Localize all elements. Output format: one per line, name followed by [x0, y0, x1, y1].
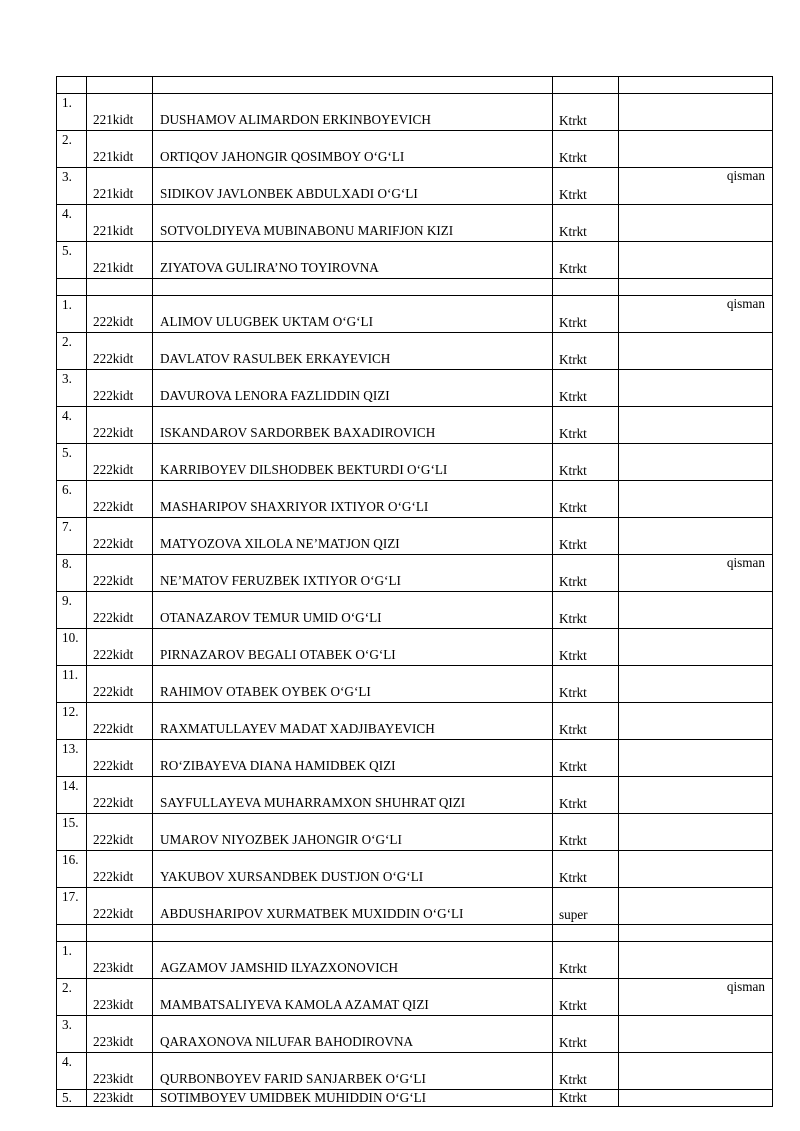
status-note-cell [619, 296, 773, 333]
student-name: ORTIQOV JAHONGIR QOSIMBOY O‘G‘LI [160, 149, 405, 164]
group-code-cell [87, 1053, 153, 1090]
student-name: MASHARIPOV SHAXRIYOR IXTIYOR O‘G‘LI [160, 499, 429, 514]
contract-type: Ktrkt [559, 224, 587, 239]
table-row [57, 407, 773, 444]
student-name: DAVUROVA LENORA FAZLIDDIN QIZI [160, 388, 390, 403]
student-name: ISKANDAROV SARDORBEK BAXADIROVICH [160, 425, 436, 440]
status-note-cell [619, 555, 773, 592]
student-name-cell [153, 518, 553, 555]
empty-cell [57, 279, 87, 296]
contract-type-cell [553, 666, 619, 703]
group-code-cell [87, 94, 153, 131]
row-number: 1. [62, 95, 72, 110]
row-number-cell [57, 242, 87, 279]
status-note-cell [619, 629, 773, 666]
row-number-cell [57, 481, 87, 518]
row-number: 5. [62, 243, 72, 258]
contract-type: Ktrkt [559, 113, 587, 128]
row-number-cell [57, 814, 87, 851]
contract-type: Ktrkt [559, 187, 587, 202]
contract-type: Ktrkt [559, 261, 587, 276]
group-code: 221kidt [93, 149, 134, 164]
row-number: 12. [62, 704, 79, 719]
group-code: 222kidt [93, 647, 134, 662]
table-row [57, 555, 773, 592]
student-name-cell [153, 979, 553, 1016]
status-note-cell [619, 703, 773, 740]
contract-type-cell [553, 370, 619, 407]
row-number-cell [57, 851, 87, 888]
status-note-cell [619, 518, 773, 555]
table-row [57, 666, 773, 703]
student-name-cell [153, 168, 553, 205]
table-row [57, 481, 773, 518]
contract-type-cell [553, 814, 619, 851]
row-number-cell [57, 370, 87, 407]
row-number: 5. [62, 1090, 72, 1105]
row-number: 4. [62, 206, 72, 221]
row-number-cell [57, 979, 87, 1016]
status-note-cell [619, 740, 773, 777]
contract-type: Ktrkt [559, 685, 587, 700]
status-note: qisman [726, 296, 765, 311]
group-code: 222kidt [93, 869, 134, 884]
status-note: qisman [726, 979, 765, 994]
empty-cell [553, 279, 619, 296]
student-name: MATYOZOVA XILOLA NE’MATJON QIZI [160, 536, 400, 551]
row-number-cell [57, 444, 87, 481]
student-name: OTANAZAROV TEMUR UMID O‘G‘LI [160, 610, 382, 625]
group-code-cell [87, 592, 153, 629]
student-name: KARRIBOYEV DILSHODBEK BEKTURDI O‘G‘LI [160, 462, 448, 477]
group-code: 223kidt [93, 997, 134, 1012]
group-code: 222kidt [93, 684, 134, 699]
student-name: SIDIKOV JAVLONBEK ABDULXADI O‘G‘LI [160, 186, 418, 201]
student-name-cell [153, 296, 553, 333]
row-number-cell [57, 942, 87, 979]
status-note-cell [619, 1090, 773, 1107]
student-name: QURBONBOYEV FARID SANJARBEK O‘G‘LI [160, 1071, 426, 1086]
row-number-cell [57, 333, 87, 370]
contract-type-cell [553, 629, 619, 666]
contract-type-cell [553, 333, 619, 370]
group-code-cell [87, 1090, 153, 1107]
contract-type: Ktrkt [559, 1072, 587, 1087]
student-name: RAHIMOV OTABEK OYBEK O‘G‘LI [160, 684, 371, 699]
contract-type: Ktrkt [559, 722, 587, 737]
group-code-cell [87, 296, 153, 333]
status-note-cell [619, 205, 773, 242]
contract-type-cell [553, 592, 619, 629]
student-name: SOTVOLDIYEVA MUBINABONU MARIFJON KIZI [160, 223, 454, 238]
contract-type-cell [553, 94, 619, 131]
row-number: 15. [62, 815, 79, 830]
student-name-cell [153, 205, 553, 242]
student-name: QARAXONOVA NILUFAR BAHODIROVNA [160, 1034, 414, 1049]
group-code: 221kidt [93, 223, 134, 238]
table-row [57, 740, 773, 777]
row-number: 11. [62, 667, 78, 682]
table-row [57, 1016, 773, 1053]
table-row [57, 518, 773, 555]
empty-cell [57, 77, 87, 94]
student-name-cell [153, 777, 553, 814]
contract-type-cell [553, 555, 619, 592]
row-number: 2. [62, 132, 72, 147]
spacer-row [57, 925, 773, 942]
student-name-cell [153, 1053, 553, 1090]
status-note-cell [619, 131, 773, 168]
contract-type-cell [553, 942, 619, 979]
empty-cell [153, 77, 553, 94]
row-number: 3. [62, 1017, 72, 1032]
row-number: 4. [62, 1054, 72, 1069]
student-name-cell [153, 333, 553, 370]
spacer-row [57, 279, 773, 296]
contract-type: Ktrkt [559, 150, 587, 165]
row-number-cell [57, 703, 87, 740]
student-name: RO‘ZIBAYEVA DIANA HAMIDBEK QIZI [160, 758, 396, 773]
group-code: 222kidt [93, 425, 134, 440]
contract-type: Ktrkt [559, 315, 587, 330]
row-number-cell [57, 205, 87, 242]
contract-type: Ktrkt [559, 500, 587, 515]
row-number: 3. [62, 169, 72, 184]
row-number: 9. [62, 593, 72, 608]
group-code: 222kidt [93, 536, 134, 551]
student-name: DAVLATOV RASULBEK ERKAYEVICH [160, 351, 391, 366]
status-note-cell [619, 370, 773, 407]
table-row [57, 1053, 773, 1090]
group-code: 223kidt [93, 1071, 134, 1086]
group-code: 222kidt [93, 314, 134, 329]
status-note: qisman [726, 555, 765, 570]
contract-type-cell [553, 242, 619, 279]
row-number-cell [57, 1016, 87, 1053]
table-row [57, 814, 773, 851]
group-code: 221kidt [93, 260, 134, 275]
contract-type-cell [553, 1016, 619, 1053]
student-name-cell [153, 1016, 553, 1053]
student-name: AGZAMOV JAMSHID ILYAZXONOVICH [160, 960, 399, 975]
group-code: 223kidt [93, 1034, 134, 1049]
group-code-cell [87, 407, 153, 444]
row-number-cell [57, 592, 87, 629]
group-code-cell [87, 888, 153, 925]
contract-type-cell [553, 131, 619, 168]
row-number: 6. [62, 482, 72, 497]
student-name: PIRNAZAROV BEGALI OTABEK O‘G‘LI [160, 647, 396, 662]
student-name: RAXMATULLAYEV MADAT XADJIBAYEVICH [160, 721, 435, 736]
table-row [57, 296, 773, 333]
group-code-cell [87, 1016, 153, 1053]
contract-type-cell [553, 888, 619, 925]
row-number: 13. [62, 741, 79, 756]
row-number-cell [57, 296, 87, 333]
table-row [57, 205, 773, 242]
status-note-cell [619, 333, 773, 370]
status-note-cell [619, 851, 773, 888]
contract-type-cell [553, 168, 619, 205]
row-number-cell [57, 94, 87, 131]
group-code: 222kidt [93, 795, 134, 810]
student-name: DUSHAMOV ALIMARDON ERKINBOYEVICH [160, 112, 431, 127]
row-number: 14. [62, 778, 79, 793]
status-note-cell [619, 94, 773, 131]
contract-type: Ktrkt [559, 389, 587, 404]
group-code: 223kidt [93, 1090, 134, 1105]
student-name-cell [153, 942, 553, 979]
status-note-cell [619, 666, 773, 703]
contract-type: Ktrkt [559, 463, 587, 478]
row-number: 2. [62, 334, 72, 349]
row-number-cell [57, 629, 87, 666]
contract-type: Ktrkt [559, 870, 587, 885]
row-number: 17. [62, 889, 79, 904]
status-note-cell [619, 407, 773, 444]
group-code: 222kidt [93, 721, 134, 736]
table-row [57, 629, 773, 666]
table-row [57, 942, 773, 979]
row-number-cell [57, 168, 87, 205]
contract-type-cell [553, 296, 619, 333]
status-note: qisman [726, 168, 765, 183]
group-code: 222kidt [93, 499, 134, 514]
student-name-cell [153, 629, 553, 666]
student-name: NE’MATOV FERUZBEK IXTIYOR O‘G‘LI [160, 573, 401, 588]
row-number-cell [57, 777, 87, 814]
table-row [57, 131, 773, 168]
contract-type: super [559, 907, 588, 922]
contract-type-cell [553, 1053, 619, 1090]
contract-type: Ktrkt [559, 574, 587, 589]
student-name-cell [153, 131, 553, 168]
student-name-cell [153, 370, 553, 407]
contract-type-cell [553, 205, 619, 242]
contract-type: Ktrkt [559, 961, 587, 976]
contract-type: Ktrkt [559, 648, 587, 663]
empty-cell [553, 925, 619, 942]
empty-cell [553, 77, 619, 94]
row-number-cell [57, 1053, 87, 1090]
empty-cell [57, 925, 87, 942]
empty-cell [619, 77, 773, 94]
group-code: 222kidt [93, 610, 134, 625]
student-name-cell [153, 703, 553, 740]
contract-type: Ktrkt [559, 611, 587, 626]
status-note-cell [619, 888, 773, 925]
student-name-cell [153, 814, 553, 851]
group-code: 222kidt [93, 758, 134, 773]
group-code-cell [87, 168, 153, 205]
group-code-cell [87, 555, 153, 592]
contract-type-cell [553, 407, 619, 444]
group-code: 222kidt [93, 832, 134, 847]
student-name-cell [153, 94, 553, 131]
group-code-cell [87, 481, 153, 518]
status-note-cell [619, 814, 773, 851]
table-row [57, 444, 773, 481]
group-code-cell [87, 370, 153, 407]
status-note-cell [619, 444, 773, 481]
group-code-cell [87, 333, 153, 370]
status-note-cell [619, 168, 773, 205]
row-number-cell [57, 131, 87, 168]
student-name: SAYFULLAYEVA MUHARRAMXON SHUHRAT QIZI [160, 795, 466, 810]
row-number-cell [57, 555, 87, 592]
group-code-cell [87, 777, 153, 814]
contract-type-cell [553, 444, 619, 481]
group-code: 222kidt [93, 351, 134, 366]
group-code-cell [87, 851, 153, 888]
group-code-cell [87, 814, 153, 851]
contract-type-cell [553, 703, 619, 740]
table-row [57, 979, 773, 1016]
student-name: ALIMOV ULUGBEK UKTAM O‘G‘LI [160, 314, 373, 329]
table-row [57, 1090, 773, 1107]
contract-type: Ktrkt [559, 1090, 587, 1105]
group-code: 223kidt [93, 960, 134, 975]
status-note-cell [619, 1053, 773, 1090]
group-code-cell [87, 942, 153, 979]
row-number: 5. [62, 445, 72, 460]
student-name-cell [153, 481, 553, 518]
student-name: ZIYATOVA GULIRA’NO TOYIROVNA [160, 260, 379, 275]
table-row [57, 333, 773, 370]
row-number: 1. [62, 297, 72, 312]
row-number-cell [57, 407, 87, 444]
empty-cell [619, 279, 773, 296]
row-number: 7. [62, 519, 72, 534]
student-name-cell [153, 444, 553, 481]
student-name-cell [153, 592, 553, 629]
empty-cell [619, 925, 773, 942]
status-note-cell [619, 942, 773, 979]
group-code: 221kidt [93, 112, 134, 127]
row-number: 16. [62, 852, 79, 867]
contract-type: Ktrkt [559, 426, 587, 441]
status-note-cell [619, 592, 773, 629]
row-number-cell [57, 740, 87, 777]
row-number: 4. [62, 408, 72, 423]
table-row [57, 888, 773, 925]
table-row [57, 851, 773, 888]
empty-cell [153, 925, 553, 942]
table-row [57, 168, 773, 205]
group-code-cell [87, 740, 153, 777]
row-number-cell [57, 888, 87, 925]
student-name: UMAROV NIYOZBEK JAHONGIR O‘G‘LI [160, 832, 402, 847]
group-code-cell [87, 242, 153, 279]
contract-type-cell [553, 979, 619, 1016]
status-note-cell [619, 481, 773, 518]
empty-cell [87, 925, 153, 942]
student-name-cell [153, 666, 553, 703]
status-note-cell [619, 242, 773, 279]
row-number: 8. [62, 556, 72, 571]
contract-type: Ktrkt [559, 1035, 587, 1050]
group-code-cell [87, 629, 153, 666]
student-name-cell [153, 888, 553, 925]
contract-type: Ktrkt [559, 352, 587, 367]
status-note-cell [619, 979, 773, 1016]
student-name: MAMBATSALIYEVA KAMOLA AZAMAT QIZI [160, 997, 429, 1012]
contract-type: Ktrkt [559, 998, 587, 1013]
group-code-cell [87, 131, 153, 168]
table-row [57, 242, 773, 279]
student-name-cell [153, 242, 553, 279]
contract-type-cell [553, 481, 619, 518]
student-name-cell [153, 407, 553, 444]
status-note-cell [619, 1016, 773, 1053]
contract-type-cell [553, 851, 619, 888]
student-roster-table [56, 76, 773, 1107]
empty-cell [153, 279, 553, 296]
contract-type-cell [553, 740, 619, 777]
group-code-cell [87, 518, 153, 555]
empty-cell [87, 279, 153, 296]
contract-type-cell [553, 1090, 619, 1107]
contract-type: Ktrkt [559, 537, 587, 552]
row-number: 3. [62, 371, 72, 386]
student-name-cell [153, 851, 553, 888]
row-number-cell [57, 518, 87, 555]
row-number: 2. [62, 980, 72, 995]
row-number-cell [57, 666, 87, 703]
table-row [57, 370, 773, 407]
table-row [57, 777, 773, 814]
contract-type: Ktrkt [559, 833, 587, 848]
group-code-cell [87, 979, 153, 1016]
contract-type: Ktrkt [559, 759, 587, 774]
row-number-cell [57, 1090, 87, 1107]
table-row [57, 94, 773, 131]
student-roster-document [56, 76, 772, 1107]
spacer-row [57, 77, 773, 94]
group-code-cell [87, 205, 153, 242]
group-code-cell [87, 666, 153, 703]
table-row [57, 703, 773, 740]
status-note-cell [619, 777, 773, 814]
group-code-cell [87, 444, 153, 481]
group-code-cell [87, 703, 153, 740]
student-name: YAKUBOV XURSANDBEK DUSTJON O‘G‘LI [160, 869, 424, 884]
student-name-cell [153, 740, 553, 777]
contract-type: Ktrkt [559, 796, 587, 811]
row-number: 10. [62, 630, 79, 645]
group-code: 221kidt [93, 186, 134, 201]
student-name: ABDUSHARIPOV XURMATBEK MUXIDDIN O‘G‘LI [160, 906, 464, 921]
student-name-cell [153, 555, 553, 592]
student-name-cell [153, 1090, 553, 1107]
group-code: 222kidt [93, 573, 134, 588]
student-name: SOTIMBOYEV UMIDBEK MUHIDDIN O‘G‘LI [160, 1090, 427, 1105]
row-number: 1. [62, 943, 72, 958]
contract-type-cell [553, 518, 619, 555]
group-code: 222kidt [93, 906, 134, 921]
empty-cell [87, 77, 153, 94]
contract-type-cell [553, 777, 619, 814]
group-code: 222kidt [93, 462, 134, 477]
table-row [57, 592, 773, 629]
group-code: 222kidt [93, 388, 134, 403]
